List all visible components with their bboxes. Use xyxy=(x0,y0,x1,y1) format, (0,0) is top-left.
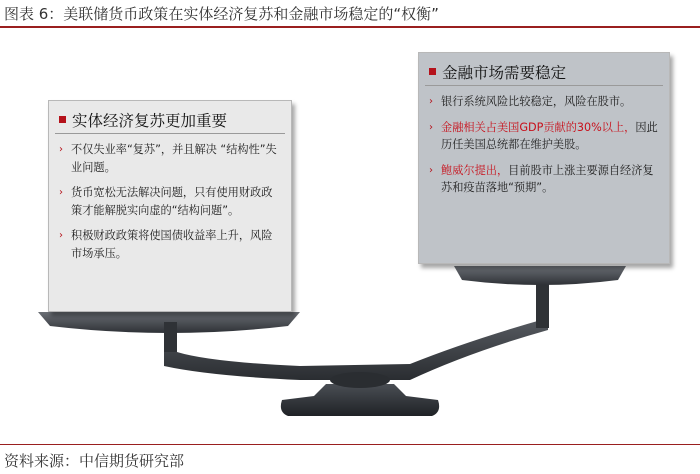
list-item xyxy=(429,162,661,197)
left-card-heading-text: 实体经济复苏更加重要 xyxy=(72,112,228,130)
figure-title: 图表 6：美联储货币政策在实体经济复苏和金融市场稳定的“权衡” xyxy=(4,5,439,23)
left-card-list xyxy=(59,141,283,270)
chevron-right-icon: › xyxy=(429,164,433,176)
right-card-heading xyxy=(429,61,566,83)
left-card-divider xyxy=(55,133,285,134)
source-note: 资料来源：中信期货研究部 xyxy=(4,452,185,470)
list-item xyxy=(59,227,283,262)
chevron-right-icon: › xyxy=(59,144,63,155)
right-pan xyxy=(454,266,626,285)
list-item-text: 银行系统风险比较稳定，风险在股市。 xyxy=(441,95,632,108)
right-card-divider xyxy=(425,85,663,86)
list-item-highlight: 金融相关占美国GDP贡献的30%以上， xyxy=(441,120,636,134)
list-item-text: 货币宽松无法解决问题，只有使用财政政策才能解脱实向虚的“结构问题”。 xyxy=(71,186,273,217)
bottom-rule xyxy=(0,444,700,445)
list-item-highlight: 鲍威尔提出， xyxy=(441,163,509,177)
right-card-financial-market xyxy=(418,52,670,264)
list-item xyxy=(59,141,283,176)
chevron-right-icon: › xyxy=(429,121,433,133)
list-item-text: 因此历任美国总统都在维护美股。 xyxy=(441,120,658,151)
list-item-text: 积极财政政策将使国债收益率上升，风险市场承压。 xyxy=(71,229,273,260)
red-square-icon xyxy=(429,68,436,75)
chevron-right-icon: › xyxy=(59,230,63,241)
list-item xyxy=(429,119,661,154)
left-card-real-economy xyxy=(48,100,292,312)
list-item xyxy=(429,93,661,111)
scale-base xyxy=(281,384,439,416)
right-card-heading-text: 金融市场需要稳定 xyxy=(442,64,567,82)
base-pivot xyxy=(330,372,390,388)
left-card-heading xyxy=(59,109,227,131)
list-item-text: 目前股市上涨主要源自经济复苏和疫苗落地“预期”。 xyxy=(441,163,654,194)
chevron-right-icon: › xyxy=(429,96,433,107)
right-card-list xyxy=(429,93,661,205)
chevron-right-icon: › xyxy=(59,187,63,198)
list-item-text: 不仅失业率“复苏”，并且解决 “结构性”失业问题。 xyxy=(71,143,277,174)
list-item xyxy=(59,184,283,219)
red-square-icon xyxy=(59,116,66,123)
